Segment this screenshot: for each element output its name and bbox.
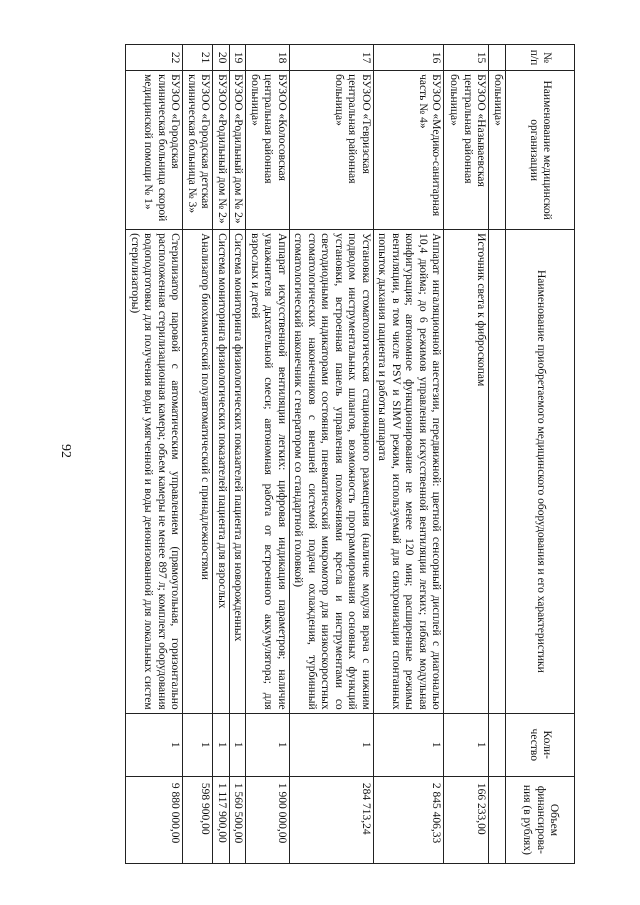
- row-number: 20: [213, 45, 230, 71]
- table-row: [126, 45, 183, 864]
- row-organization: БУЗОО «Медико-санитарная часть № 4»: [374, 71, 445, 230]
- row-equipment: Источник света к фиброскопам: [444, 230, 489, 714]
- row-organization: БУЗОО «Городская клиническая больница скорой медицинской помощи № 1»: [126, 71, 183, 230]
- page-number: 92: [58, 444, 73, 458]
- row-organization: БУЗОО «Тевризская центральная районная больница»: [290, 71, 374, 230]
- continuation-org: больница»: [489, 71, 506, 230]
- document-sheet: [45, 44, 575, 864]
- row-organization: БУЗОО «Родильный дом № 2»: [213, 71, 230, 230]
- row-number: 18: [246, 45, 290, 71]
- row-number: 16: [374, 45, 445, 71]
- row-quantity: 1: [126, 713, 183, 776]
- row-amount: 1 560 500,00: [230, 776, 247, 863]
- row-equipment: Аппарат ингаляционной анестезии, передвижной: цветной сенсорный дисплей с диагональю 10,4 дюйма; до 6 режимов управления искусственной вентиляции легких; гибкая модульная конфигурация; автономное функционирование не менее 120 мин; расширенные режимы вентиляции, в том числе PSV и SIMV режим, используемый для синхронизации спонтанных попыток дыхания пациента и работы аппарата: [374, 230, 445, 714]
- header-quantity: Коли-чество: [506, 713, 575, 776]
- table-row: [230, 45, 247, 864]
- row-number: 21: [183, 45, 213, 71]
- continuation-row: [489, 45, 506, 864]
- row-organization: БУЗОО «Называевская центральная районная больница»: [444, 71, 489, 230]
- row-quantity: 1: [213, 713, 230, 776]
- table-row: [183, 45, 213, 864]
- row-organization: БУЗОО «Городская детская клиническая больница № 3»: [183, 71, 213, 230]
- row-equipment: Анализатор биохимический полуавтоматический с принадлежностями: [183, 230, 213, 714]
- row-amount: 166 233,00: [444, 776, 489, 863]
- row-equipment: Установка стоматологическая стационарного размещения (наличие модуля врача с нижним подводом инструментальных шлангов, возможность программирования основных функций установки, встроенная панель управления положениями кресла и инструментами со светодиодными индикаторами состояния, пневматический микромотор для низкоскоростных стоматологических наконечников с внешней системой подачи охлаждения, турбинный стоматологический наконечник с генератором со стандартной головкой): [290, 230, 374, 714]
- row-amount: 284 713,24: [290, 776, 374, 863]
- row-equipment: Стерилизатор паровой с автоматическим управлением (прямоугольная, горизонтально расположенная стерилизационная камера; объем камеры не менее 897 л; комплект оборудования водоподготовки для получения воды умягченной и воды деионизованной для локальных систем (стерилизаторы): [126, 230, 183, 714]
- row-equipment: Аппарат искусственной вентиляции легких: цифровая индикация параметров; наличие увлажнителя дыхательной смеси; автономная работа от встроенного аккумулятора; для взрослых и детей: [246, 230, 290, 714]
- row-amount: 598 900,00: [183, 776, 213, 863]
- row-equipment: Система мониторинга физиологических показателей пациента для взрослых: [213, 230, 230, 714]
- row-amount: 1 117 900,00: [213, 776, 230, 863]
- row-organization: БУЗОО «Колосовская центральная районная больница»: [246, 71, 290, 230]
- row-amount: 9 880 000,00: [126, 776, 183, 863]
- table-row: [290, 45, 374, 864]
- row-quantity: 1: [444, 713, 489, 776]
- row-quantity: 1: [290, 713, 374, 776]
- header-amount: Объем финансирова-ния (в рублях): [506, 776, 575, 863]
- header-equipment: Наименование приобретаемого медицинского оборудования и его характеристики: [506, 230, 575, 714]
- row-number: 15: [444, 45, 489, 71]
- table-row: [444, 45, 489, 864]
- row-quantity: 1: [230, 713, 247, 776]
- row-organization: БУЗОО «Родильный дом № 2»: [230, 71, 247, 230]
- table-row: [246, 45, 290, 864]
- row-equipment: Система мониторинга физиологических показателей пациента для новорожденных: [230, 230, 247, 714]
- row-number: 17: [290, 45, 374, 71]
- row-number: 19: [230, 45, 247, 71]
- row-number: 22: [126, 45, 183, 71]
- row-quantity: 1: [374, 713, 445, 776]
- row-amount: 1 900 000,00: [246, 776, 290, 863]
- header-no: № п/п: [506, 45, 575, 71]
- row-quantity: 1: [246, 713, 290, 776]
- equipment-table: [126, 44, 576, 864]
- header-organization: Наименование медицинской организации: [506, 71, 575, 230]
- row-amount: 2 845 406,33: [374, 776, 445, 863]
- table-row: [213, 45, 230, 864]
- table-row: [374, 45, 445, 864]
- table-header-row: [506, 45, 575, 864]
- row-quantity: 1: [183, 713, 213, 776]
